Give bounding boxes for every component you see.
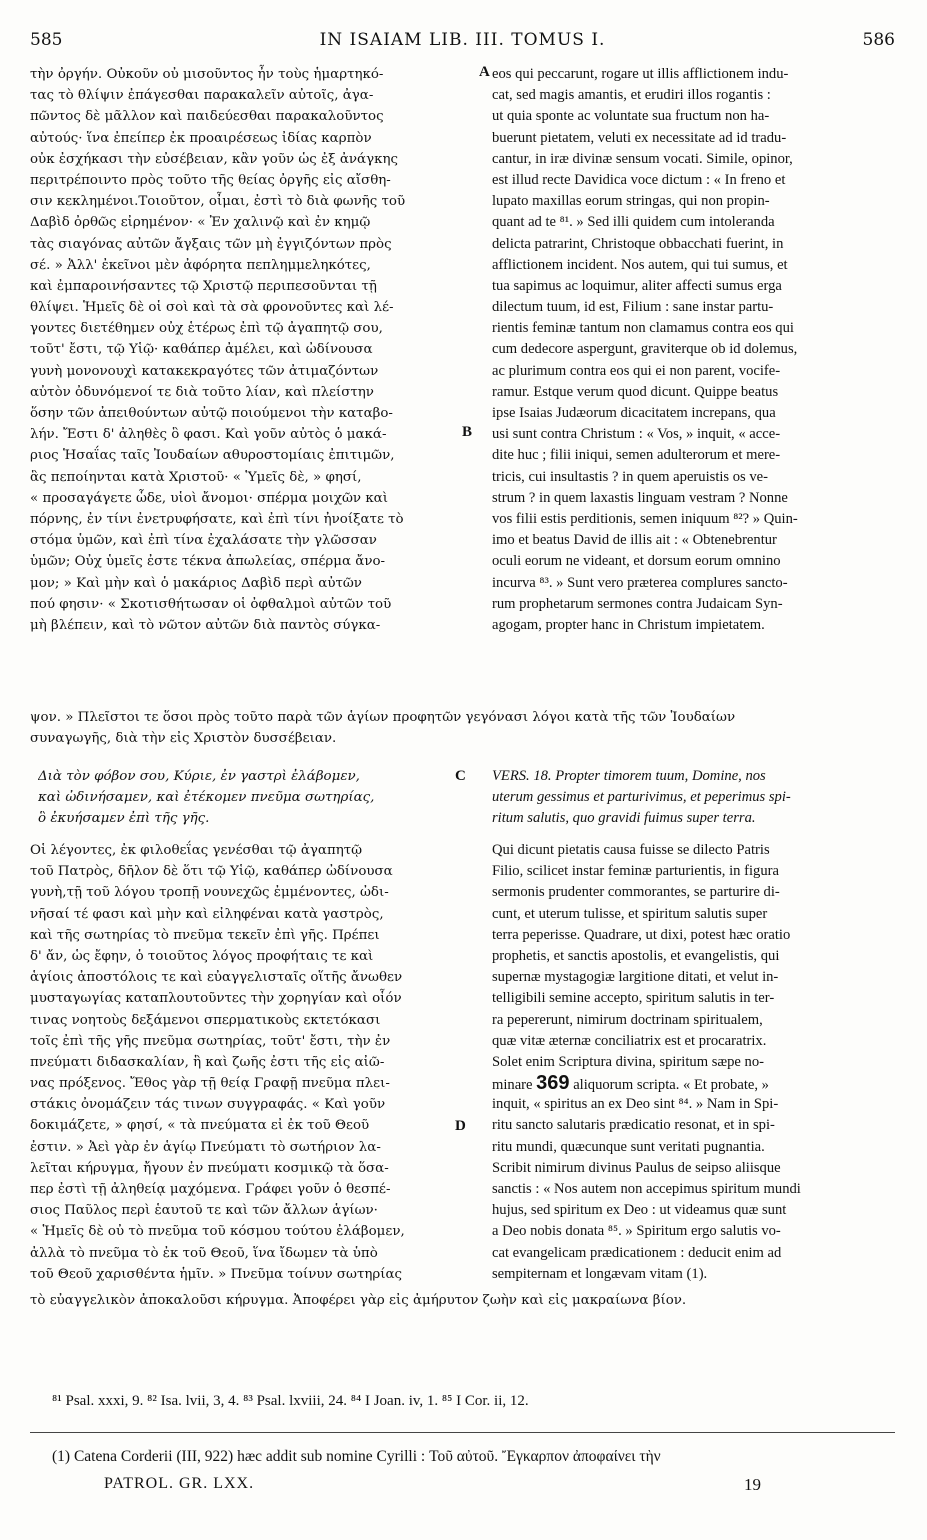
latin-column-2 (492, 840, 894, 1285)
text-line: dilectum tuum, id est, Filium : sane instar partu- (492, 299, 774, 316)
text-line: αὐτούς· ἵνα ἐπείπερ ἐκ προαιρέσεως ἰδίας καρπὸν (30, 130, 372, 146)
margin-letter-b: B (462, 424, 473, 440)
text-line: οὐκ ἐσχήκασι τὴν εὐσέβειαν, κἂν γοῦν ὡς ἐξ ἀνάγκης (30, 151, 398, 167)
text-line: μυσταγωγίας καταπλουτοῦντες τὴν χορηγίαν καὶ οἷόν (30, 991, 402, 1007)
footer-signature: 19 (744, 1475, 761, 1494)
text-line: oculi eorum ne videant, et dorsum eorum omnino (492, 553, 781, 570)
text-line: lupato maxillas eorum stringas, qui non propin- (492, 193, 770, 210)
text-line: καὶ ὠδινήσαμεν, καὶ ἐτέκομεν πνεῦμα σωτηρίας, (38, 790, 375, 806)
text-line: incurva ⁸³. » Sunt vero præterea complures sancto- (492, 574, 788, 591)
text-line: imo et beatus David de illis ait : « Obtenebrentur (492, 532, 777, 549)
text-line: sanctis : « Nos autem non accepimus spiritum mundi (492, 1181, 801, 1197)
margin-letter-c: C (455, 768, 466, 784)
footnote-divider (30, 1432, 895, 1433)
text-line: περ ἐστὶ τῇ ἀληθείᾳ μαχόμενα. Γράφει γοῦν ὁ θεσπέ- (30, 1182, 391, 1197)
margin-letter-a: A (479, 64, 490, 80)
text-line: ψον. » Πλεῖστοι τε ὅσοι πρὸς τοῦτο παρὰ τῶν ἁγίων προφητῶν γεγόνασι λόγοι κατὰ τῆς τῶν Ἰουδαίων (30, 710, 736, 725)
footer-series: PATROL. GR. LXX. (104, 1475, 255, 1492)
greek-column-2 (30, 840, 448, 1285)
text-line: tua sapimus ac loquimur, aliter affecti sumus erga (492, 277, 782, 294)
text-line: ac plurimum contra eos qui ei non parent, vocife- (492, 362, 781, 379)
text-line: δ' ἄν, ὡς ἔφην, ὁ τοιοῦτος λόγος προφήταις τε καὶ (30, 948, 374, 964)
text-line: σέ. » Ἀλλ' ἐκεῖνοι μὲν ἀφόρητα πεπλημμεληκότες, (30, 257, 371, 273)
text-line: cantur, in iræ divinæ sensum vocati. Simile, opinor, (492, 150, 793, 167)
text-line: sempiternam et longævam vitam (1). (492, 1265, 708, 1282)
text-line: ramur. Estque verum quod dicunt. Quippe beatus (492, 383, 779, 400)
text-line: buerunt pietatem, veluti ex necessitate ad id tradu- (492, 129, 787, 146)
text-line: πνεύματι διδασκαλίαν, ἣ καὶ ζωῆς ἐστι τῆς εἰς αἰῶ- (30, 1054, 385, 1070)
greek-column-1 (30, 64, 478, 636)
text-line: eos qui peccarunt, rogare ut illis afflictionem indu- (492, 66, 789, 82)
greek-spanning-text-2 (30, 1290, 910, 1311)
text-line: ριος Ἡσαΐας ταῖς Ἰουδαίων αθυροστομίαις ἐπιτιμῶν, (30, 448, 395, 464)
text-line: ut quia sponte ac voluntate sua fructum non ha- (492, 108, 770, 125)
text-line: Solet enim Scriptura divina, spiritum sæpe no- (492, 1053, 764, 1070)
text-line: λεῖται κήρυγμα, ἤγουν ἐν πνεύματι κοσμικῷ τὰ ὅσα- (30, 1160, 389, 1176)
page-header (30, 30, 895, 56)
text-line: μὴ βλέπειν, καὶ τὸ νῶτον αὐτῶν διὰ παντὸς σύγκα- (30, 617, 381, 633)
text-line: ἃς πεποίηνται κατὰ Χριστοῦ· « Ὑμεῖς δὲ, » φησί, (30, 469, 362, 485)
text-line: σιος Παῦλος περὶ ἑαυτοῦ τε καὶ τῶν ἄλλων ἁγίων· (30, 1203, 378, 1219)
text-line: ὃ ἐκυήσαμεν ἐπὶ τῆς γῆς. (38, 811, 210, 827)
text-line: tricis, cui insultastis ? in quem aperuistis os ve- (492, 468, 769, 485)
text-line: « προσαγάγετε ὧδε, υἱοὶ ἄνομοι· σπέρμα μοιχῶν καὶ (30, 490, 388, 506)
text-line: ὑμῶν; Οὐχ ὑμεῖς ἐστε τέκνα ἀπωλείας, σπέρμα ἄνο- (30, 554, 386, 570)
text-line: στάκις ὀνομάζειν τάς τινων συγγραφάς. « Καὶ γοῦν (30, 1097, 386, 1113)
text-line: τοῦτ' ἔστι, τῷ Υἱῷ· καθάπερ ἀμέλει, καὶ ὠδίνουσα (30, 342, 373, 358)
text-line: ἀλλὰ τὸ πνεῦμα τὸ ἐκ τοῦ Θεοῦ, ἵνα ἴδωμεν τὰ ὑπὸ (30, 1245, 378, 1261)
text-line: dite huc ; filii iniqui, semen adulterorum et mere- (492, 447, 781, 464)
text-line: quant ad te ⁸¹. » Sed illi quidem cum intoleranda (492, 214, 775, 231)
text-line: νας πρόξενος. Ἔθος γὰρ τῇ θείᾳ Γραφῇ πνεῦμα πλει- (30, 1076, 390, 1092)
text-line: ἐστιν. » Ἀεὶ γὰρ ἐν ἁγίῳ Πνεύματι τὸ σωτήριον λα- (30, 1139, 381, 1155)
text-line: usi sunt contra Christum : « Vos, » inquit, « acce- (492, 426, 781, 443)
text-line: ὅσην τῶν ἀπειθούντων αὐτῷ ποιούμενοι τὴν καταβο- (30, 406, 393, 421)
text-line: « Ἡμεῖς δὲ οὐ τὸ πνεῦμα τοῦ κόσμου τούτου ἐλάβομεν, (30, 1224, 405, 1240)
text-line: νῆσαί τέ φασι καὶ μὴν καὶ εἰληφέναι κατὰ γαστρὸς, (30, 906, 384, 922)
text-line: τοῦ Πατρὸς, δῆλον δὲ ὅτι τῷ Υἱῷ, καθάπερ ὠδίνουσα (30, 864, 393, 880)
text-line: γυνὴ μονονουχὶ κατακεκραγότες τῶν ἀτιμαζόντων (30, 363, 379, 379)
latin-column-1 (492, 64, 894, 636)
text-line: μον; » Καὶ μὴν καὶ ὁ μακάριος Δαβὶδ περὶ αὐτῶν (30, 575, 362, 591)
greek-spanning-text-1 (30, 707, 910, 749)
text-line: telligibili semine accepto, spiritum salutis in ter- (492, 990, 775, 1007)
text-line: delicta patrarint, Christoque obbacchati fuerint, in (492, 235, 784, 252)
text-line: σιν κεκλημένοι.Τοιοῦτον, οἶμαι, ἐστὶ τὸ διὰ φωνῆς τοῦ (30, 194, 406, 210)
editor-note: (1) Catena Corderii (III, 922) hæc addit sub nomine Cyrilli : Τοῦ αὐτοῦ. Ἔγκαρπον ἀποφαίνει τὴν (52, 1448, 661, 1465)
text-line: θλίψει. Ἡμεῖς δὲ οἱ σοὶ καὶ τὰ σὰ φρονοῦντες καὶ λέ- (30, 300, 394, 316)
text-line: δοκιμάζετε, » φησί, « τὰ πνεύματα εἰ ἐκ τοῦ Θεοῦ (30, 1118, 370, 1134)
text-line: afflictionem incident. Nos autem, qui tui sumus, et (492, 256, 788, 273)
text-line: ἁγίοις ἀποστόλοις τε καὶ εὐαγγελισταῖς οἵτῆς ἄνωθεν (30, 970, 403, 986)
text-line: πῶντος δὲ μᾶλλον καὶ παιδεύεσθαι παρακαλοῦντος (30, 109, 384, 125)
text-line: est illud recte Davidica voce dictum : « In freno et (492, 171, 786, 188)
text-line: cum dedecore aspergunt, graviterque ob id dolemus, (492, 341, 798, 358)
text-line: cunt, et uterum tulisse, et spiritum salutis super (492, 905, 768, 922)
text-line: ra pepererunt, nimirum doctrinam spiritualem, (492, 1011, 763, 1028)
text-line (492, 1073, 894, 1094)
text-line: strum ? in quem laxastis linguam vestram ? Nonne (492, 489, 788, 506)
text-line: ipse Isaias Judæorum dicacitatem increpans, qua (492, 405, 776, 421)
text-line: terra peperisse. Quadrare, ut dixi, potest hæc oratio (492, 926, 791, 943)
text-line: τοῦ Θεοῦ χαρισθέντα ἡμῖν. » Πνεῦμα τοίνυν σωτηρίας (30, 1266, 403, 1282)
text-line: καὶ ἐμπαροινήσαντες τῷ Χριστῷ περιπεσοῦνται τῇ (30, 278, 377, 294)
text-line: τὰς σιαγόνας αὐτῶν ἄγξαις τῶν μὴ ἐγγιζόντων πρὸς (30, 236, 392, 252)
running-title: IN ISAIAM LIB. III. TOMUS I. (319, 30, 606, 50)
text-line: Οἱ λέγοντες, ἐκ φιλοθεΐας γενέσθαι τῷ ἀγαπητῷ (30, 843, 363, 858)
text-line: uterum gessimus et parturivimus, et peperimus spi- (492, 789, 791, 806)
text-line: τὴν ὀργήν. Οὐκοῦν οὐ μισοῦντος ἦν τοὺς ἡμαρτηκό- (30, 67, 384, 82)
text-line: περιτρέποιντο πρὸς τοῦτο τῆς θείας ὀργῆς εἰς αἴσθη- (30, 172, 391, 188)
text-line: γυνὴ,τῇ τοῦ λόγου τροπῇ νουνεχῶς ἐμμένοντες, ὠδι- (30, 885, 389, 901)
text-line: Scribit nimirum divinus Paulus de seipso aliisque (492, 1159, 781, 1176)
margin-letter-d: D (455, 1118, 466, 1134)
footnote-references: ⁸¹ Psal. xxxi, 9. ⁸² Isa. lvii, 3, 4. ⁸³ Psal. lxviii, 24. ⁸⁴ I Joan. iv, 1. ⁸⁵ I Cor. ii, 12. (52, 1393, 529, 1409)
text-line: τὸ εὐαγγελικὸν ἀποκαλοῦσι κήρυγμα. Ἀποφέρει γὰρ εἰς ἀμήρυτον ζωὴν καὶ εἰς μακραίωνα βίον. (30, 1293, 687, 1308)
text-line: quæ vitæ æternæ conciliatrix est et procaratrix. (492, 1032, 767, 1049)
text-line: τινας νοητοὺς δεξάμενοι σπερματικοὺς εκτετόκασι (30, 1012, 381, 1028)
text-line: ritum salutis, quo gravidi fuimus super terra. (492, 810, 756, 827)
text-line: τας τὸ θλίψιν ἐπάγεσθαι παρακαλεῖν αὐτοῖς, ἀγα- (30, 88, 374, 104)
text-line: supernæ mystagogiæ largitione ditati, et velut in- (492, 969, 779, 986)
text-line: πόρνης, ἐν τίνι ἐνετρυφήσατε, καὶ ἐπὶ τίνι ἠνοίξατε τὸ (30, 511, 404, 527)
text-line: agogam, propter hanc in Christum impietatem. (492, 616, 765, 633)
text-line: αὐτὸν ὀδυνόμενοί τε διὰ τοῦτο λίαν, καὶ πλείστην (30, 384, 374, 400)
text-line: ritu sancto salutaris prædicatio resonat, et in spi- (492, 1117, 775, 1134)
text-line: cat, sed magis amantis, et erudiri illos rogantis : (492, 87, 771, 104)
text-line: rum prophetarum sermones contra Judaicam Syn- (492, 595, 783, 612)
text-line: Διὰ τὸν φόβον σου, Κύριε, ἐν γαστρὶ ἐλάβομεν, (38, 769, 360, 784)
text-line: vos filii estis perditionis, semen iniquum ⁸²? » Quin- (492, 510, 798, 527)
page-number-right: 586 (862, 30, 895, 50)
text-line: λήν. Ἔστι δ' ἀληθὲς ὃ φασι. Καὶ γοῦν αὐτὸς ὁ μακά- (30, 427, 387, 443)
text-line: γοντες διετέθημεν οὐχ ἑτέρως ἐπὶ τῷ ἀγαπητῷ σου, (30, 321, 383, 337)
greek-verse-heading (38, 766, 450, 830)
text-line: πού φησιν· « Σκοτισθήτωσαν οἱ ὀφθαλμοὶ αὐτῶν τοῦ (30, 596, 392, 612)
text-line: sermonis prudenter commorantes, se parturire di- (492, 884, 780, 901)
text-line: Δαβὶδ ὀρθῶς εἰρημένον· « Ἐν χαλινῷ καὶ ἐν κημῷ (30, 215, 371, 231)
text-line: a Deo nobis donata ⁸⁵. » Spiritum ergo salutis vo- (492, 1223, 781, 1240)
text-line: Qui dicunt pietatis causa fuisse se dilecto Patris (492, 842, 770, 858)
text-line: ritu mundi, quæcunque sunt veritati pugnantia. (492, 1138, 765, 1155)
text-fragment: aliquorum scripta. « Et probate, » (569, 1077, 769, 1094)
text-line: στόμα ὑμῶν, καὶ ἐπὶ τίνα ἐχαλάσατε τὴν γλῶσσαν (30, 533, 377, 549)
page-number-left: 585 (30, 30, 63, 50)
latin-verse-heading (492, 766, 892, 830)
text-line: συναγωγῆς, διὰ τὴν εἰς Χριστὸν δυσσέβειαν. (30, 731, 337, 747)
text-line: τοῖς ἐπὶ τῆς γῆς πνεῦμα σωτηρίας, τοῦτ' ἔστι, τὴν ἐν (30, 1033, 391, 1049)
column-number-marker: 369 (536, 1073, 570, 1095)
text-line: καὶ τῆς σωτηρίας τὸ πνεῦμα τεκεῖν ἐπὶ γῆς. Πρέπει (30, 927, 380, 943)
text-line: inquit, « spiritus an ex Deo sint ⁸⁴. » Nam in Spi- (492, 1096, 779, 1113)
text-line: hujus, sed spiritum ex Deo : ut videamus quæ sunt (492, 1202, 787, 1219)
text-line: VERS. 18. Propter timorem tuum, Domine, nos (492, 768, 766, 784)
text-line: prophetis, et sanctis apostolis, et evangelistis, qui (492, 947, 780, 964)
text-fragment: minare (492, 1077, 537, 1094)
text-line: rientis feminæ tantum non clamamus contra eos qui (492, 320, 794, 337)
text-line: cat evangelicam prædicationem : deducit enim ad (492, 1244, 782, 1261)
text-line: Filio, scilicet instar feminæ parturientis, in figura (492, 863, 779, 880)
